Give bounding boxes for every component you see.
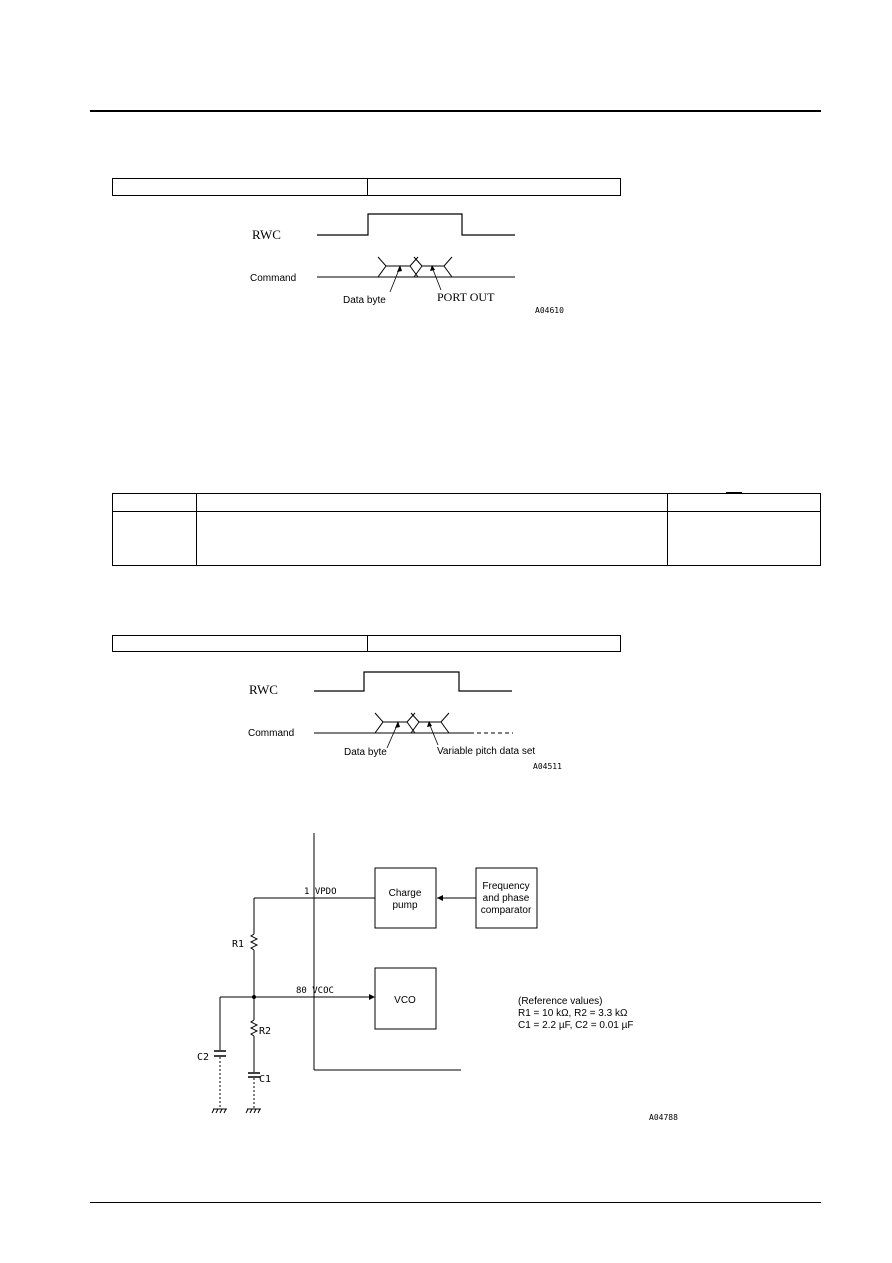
- command-label: Command: [250, 273, 297, 284]
- command-label: Command: [248, 728, 295, 739]
- variable-pitch-label: Variable pitch data set: [437, 746, 536, 757]
- pin-vcoc-label: 80 VCOC: [296, 986, 334, 996]
- comparator-label: and phase: [482, 893, 530, 904]
- r2-resistor: [251, 1020, 257, 1036]
- reference-capacitors: C1 = 2.2 µF, C2 = 0.01 µF: [518, 1020, 634, 1031]
- pin-vpdo-label: 1 VPDO: [304, 887, 337, 897]
- ground-symbol: [212, 1109, 227, 1113]
- c1-label: C1: [259, 1074, 272, 1085]
- charge-pump-label: pump: [392, 900, 418, 911]
- rwc-label: RWC: [252, 227, 281, 242]
- r1-resistor: [251, 934, 257, 950]
- c2-label: C2: [197, 1052, 210, 1063]
- comparator-label: Frequency: [482, 881, 530, 892]
- data-byte-label: Data byte: [343, 295, 386, 306]
- reference-title: (Reference values): [518, 996, 603, 1007]
- comparator-label: comparator: [480, 905, 532, 916]
- ground-symbol: [246, 1109, 261, 1113]
- vco-label: VCO: [394, 995, 416, 1006]
- data-byte-label: Data byte: [344, 747, 387, 758]
- reference-resistors: R1 = 10 kΩ, R2 = 3.3 kΩ: [518, 1008, 628, 1019]
- arrowhead: [437, 895, 443, 901]
- arrowhead: [369, 994, 375, 1000]
- r2-label: R2: [259, 1026, 272, 1037]
- figure-code: A04511: [533, 762, 562, 771]
- figure-code: A04788: [649, 1113, 678, 1122]
- port-out-label: PORT OUT: [437, 290, 495, 304]
- rwc-label: RWC: [249, 682, 278, 697]
- charge-pump-label: Charge: [388, 888, 422, 899]
- figure-code: A04610: [535, 306, 564, 315]
- r1-label: R1: [232, 939, 245, 950]
